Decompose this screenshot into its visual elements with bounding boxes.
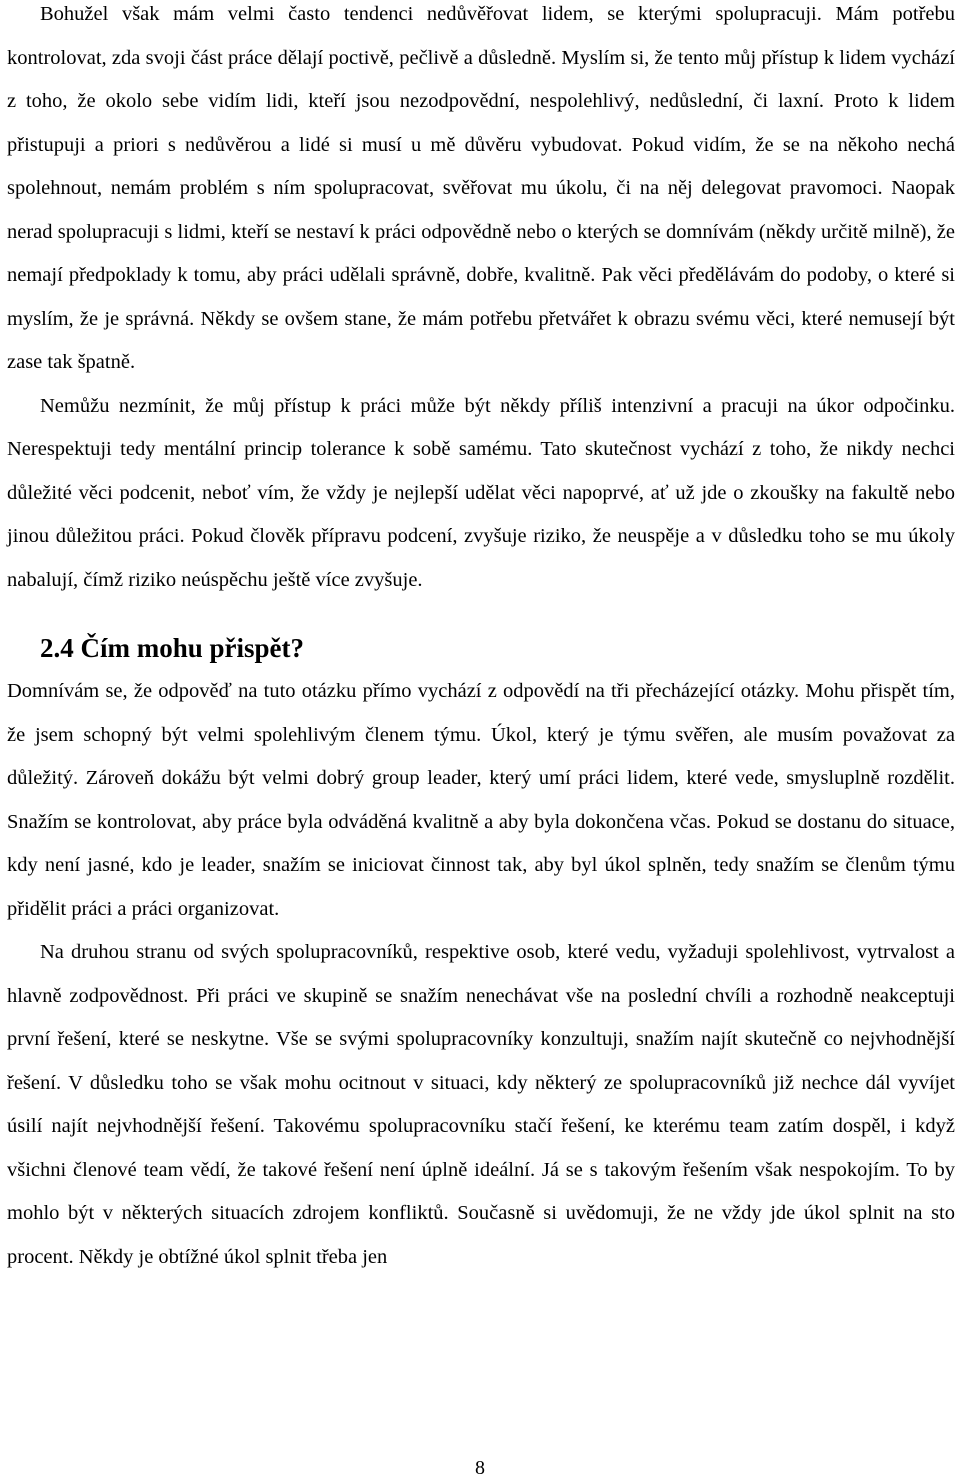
paragraph-contribution: Domnívám se, že odpověď na tuto otázku přímo vychází z odpovědí na tři přecházející otázky. Mohu přispět tím, že jsem schopný být velmi spolehlivým členem týmu. Úkol, který je týmu svěřen, ale musím považovat za důležitý. Zároveň dokážu být velmi dobrý group leader, který umí práci lidem, které vede, smysluplně rozdělit. Snažím se kontrolovat, aby práce byla odváděná kvalitně a aby byla dokončena včas. Pokud se dostanu do situace, kdy není jasné, kdo je leader, snažím se iniciovat činnost tak, aby byl úkol splněn, tedy snažím se členům týmu přidělit práci a práci organizovat.: [7, 680, 955, 920]
paragraph-work-intensity: Nemůžu nezmínit, že můj přístup k práci může být někdy příliš intenzivní a pracuji na úkor odpočinku. Nerespektuji tedy mentální princip tolerance k sobě samému. Tato skutečnost vychází z toho, že nikdy nechci důležité věci podcenit, neboť vím, že vždy je nejlepší udělat věci napoprvé, ať už jde o zkoušky na fakultě nebo jinou důležitou práci. Pokud člověk přípravu podcení, zvyšuje riziko, že neuspěje a v důsledku toho se mu úkoly nabalují, čímž riziko neúspěchu ještě více zvyšuje.: [7, 394, 955, 591]
paragraph-distrust: Bohužel však mám velmi často tendenci nedůvěřovat lidem, se kterými spolupracuji. Mám potřebu kontrolovat, zda svoji část práce dělají poctivě, pečlivě a důsledně. Myslím si, že tento můj přístup k lidem vychází z toho, že okolo sebe vidím lidi, kteří jsou nezodpovědní, nespolehlivý, nedůslední, či laxní. Proto k lidem přistupuji a priori s nedůvěrou a lidé si musí u mě důvěru vybudovat. Pokud vidím, že se na někoho nechá spolehnout, nemám problém s ním spolupracovat, svěřovat mu úkolu, či na něj delegovat pravomoci. Naopak nerad spolupracuji s lidmi, kteří se nestaví k práci odpovědně nebo o kterých se domnívám (někdy určitě milně), že nemají předpoklady k tomu, aby práci udělali správně, dobře, kvalitně. Pak věci předělávám do podoby, o které si myslím, že je správná. Někdy se ovšem stane, že mám potřebu přetvářet k obrazu svému věci, které nemusejí být zase tak špatně.: [7, 3, 955, 373]
section-heading: 2.4 Čím mohu přispět?: [40, 633, 305, 663]
page-content: [7, 0, 955, 1279]
page-number: 8: [475, 1457, 485, 1479]
paragraph-colleagues: Na druhou stranu od svých spolupracovníků, respektive osob, které vedu, vyžaduji spolehlivost, vytrvalost a hlavně zodpovědnost. Při práci ve skupině se snažím nenechávat vše na poslední chvíli a rozhodně neakceptuji první řešení, které se neskytne. Vše se svými spolupracovníky konzultuji, snažím najít skutečně co nejvhodnější řešení. V důsledku toho se však mohu ocitnout v situaci, kdy některý ze spolupracovníků již nechce dál vyvíjet úsilí najít nejvhodnější řešení. Takovému spolupracovníku stačí řešení, ke kterému team zatím dospěl, i když všichni členové team vědí, že takové řešení není úplně ideální. Já se s takovým řešením však nespokojím. To by mohlo být v některých situacích zdrojem konfliktů. Současně si uvědomuji, že ne vždy jde úkol splnit na sto procent. Někdy je obtížné úkol splnit třeba jen: [7, 941, 955, 1268]
